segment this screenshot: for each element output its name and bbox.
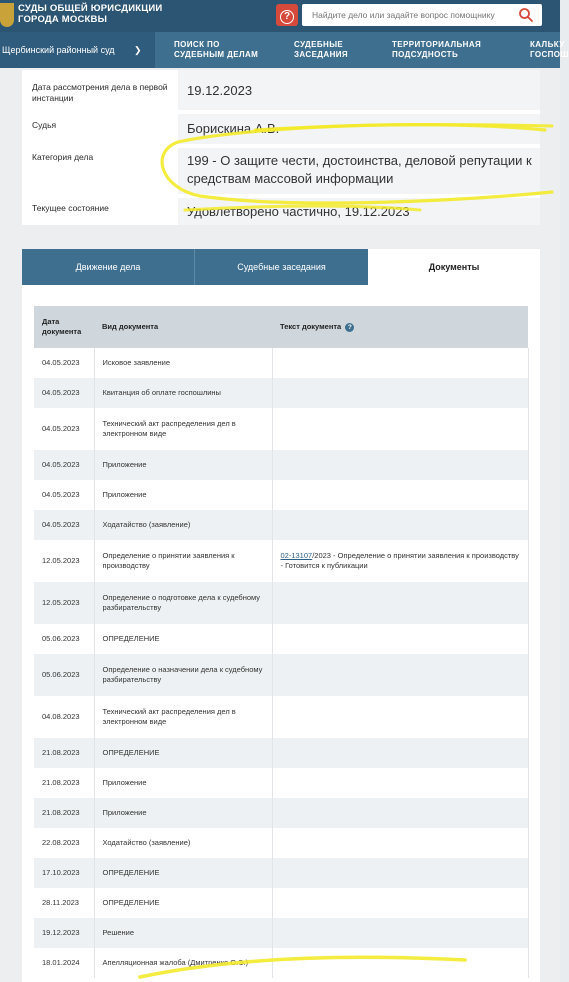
cell-date: 21.08.2023 [34, 768, 94, 798]
cell-doc-type: Приложение [94, 450, 272, 480]
info-value: 199 - О защите чести, достоинства, деловой репутации к средствам массовой информации [187, 153, 532, 186]
cell-doc-type: ОПРЕДЕЛЕНИЕ [94, 888, 272, 918]
column-header-type: Вид документа [94, 306, 272, 348]
nav-item-line: СУДЕБНЫЕ [294, 40, 344, 49]
info-label: Текущее состояние [32, 203, 109, 213]
cell-doc-type: Приложение [94, 768, 272, 798]
nav-item-line: ГОСПОШ [530, 50, 569, 59]
cell-doc-type: ОПРЕДЕЛЕНИЕ [94, 858, 272, 888]
cell-date: 12.05.2023 [34, 540, 94, 582]
question-icon: ? [280, 10, 294, 24]
cell-doc-type: Исковое заявление [94, 348, 272, 378]
highlight-stroke-status [185, 206, 420, 210]
info-value: Борискина А.В. [187, 121, 280, 136]
cell-date: 04.05.2023 [34, 510, 94, 540]
cell-date: 04.08.2023 [34, 696, 94, 738]
tab-hearings[interactable]: Судебные заседания [195, 249, 368, 285]
tab-case-movement[interactable]: Движение дела [22, 249, 194, 285]
nav-item-line: СУДЕБНЫМ ДЕЛАМ [174, 50, 259, 59]
cell-doc-type: Технический акт распределения дел в электронном виде [94, 408, 272, 450]
cell-doc-type: Технический акт распределения дел в электронном виде [94, 696, 272, 738]
cell-date: 04.05.2023 [34, 408, 94, 450]
nav-item-line: ПОИСК ПО [174, 40, 220, 49]
cell-date: 05.06.2023 [34, 624, 94, 654]
cell-date: 21.08.2023 [34, 798, 94, 828]
brand-line-1: СУДЫ ОБЩЕЙ ЮРИСДИКЦИИ [18, 3, 163, 14]
cell-doc-type: Определение о назначении дела к судебному разбирательству [94, 654, 272, 696]
tab-documents[interactable]: Документы [368, 249, 540, 285]
highlight-ellipse-category [162, 125, 552, 203]
info-label: Судья [32, 120, 57, 130]
cell-date: 18.01.2024 [34, 948, 94, 978]
cell-date: 04.05.2023 [34, 450, 94, 480]
cell-doc-type: Определение о подготовке дела к судебному разбирательству [94, 582, 272, 624]
document-description: /2023 - Определение о принятии заявления к производству - Готовится к публикации [280, 551, 519, 570]
cell-date: 04.05.2023 [34, 348, 94, 378]
cell-doc-type: Ходатайство (заявление) [94, 828, 272, 858]
brand-line-2: ГОРОДА МОСКВЫ [18, 14, 108, 25]
cell-doc-type: ОПРЕДЕЛЕНИЕ [94, 738, 272, 768]
chevron-down-icon: ❯ [134, 45, 142, 55]
info-label: Категория дела [32, 152, 94, 162]
cell-date: 05.06.2023 [34, 654, 94, 696]
column-header-date: Дата документа [34, 306, 94, 348]
info-value: 19.12.2023 [187, 83, 253, 98]
column-header-text-label: Текст документа [280, 322, 342, 331]
cell-doc-type: Решение [94, 918, 272, 948]
cell-date: 22.08.2023 [34, 828, 94, 858]
cell-date: 17.10.2023 [34, 858, 94, 888]
cell-date: 04.05.2023 [34, 378, 94, 408]
info-value: Удовлетворено частично, 19.12.2023 [187, 204, 410, 219]
court-selector-label: Щербинский районный суд [2, 45, 115, 55]
cell-date: 04.05.2023 [34, 480, 94, 510]
cell-date: 28.11.2023 [34, 888, 94, 918]
nav-item-line: КАЛЬКУ [530, 40, 565, 49]
nav-item-line: ПОДСУДНОСТЬ [392, 50, 459, 59]
cell-date: 21.08.2023 [34, 738, 94, 768]
nav-item-line: ТЕРРИТОРИАЛЬНАЯ [392, 40, 482, 49]
cell-doc-type: Апелляционная жалоба (Дмитренко О.Э.) [94, 948, 272, 978]
help-icon[interactable]: ? [345, 323, 354, 332]
highlight-stroke-appeal [140, 957, 465, 977]
cell-doc-type: ОПРЕДЕЛЕНИЕ [94, 624, 272, 654]
document-link[interactable]: 02-13107 [280, 551, 313, 560]
cell-doc-type: Приложение [94, 798, 272, 828]
nav-item-line: ЗАСЕДАНИЯ [294, 50, 349, 59]
cell-date: 12.05.2023 [34, 582, 94, 624]
info-label: Дата рассмотрения дела в первой инстанции [32, 82, 168, 103]
cell-doc-type: Приложение [94, 480, 272, 510]
cell-doc-type: Ходатайство (заявление) [94, 510, 272, 540]
cell-doc-type: Определение о принятии заявления к производству [94, 540, 272, 582]
cell-doc-type: Квитанция об оплате госпошлины [94, 378, 272, 408]
cell-date: 19.12.2023 [34, 918, 94, 948]
